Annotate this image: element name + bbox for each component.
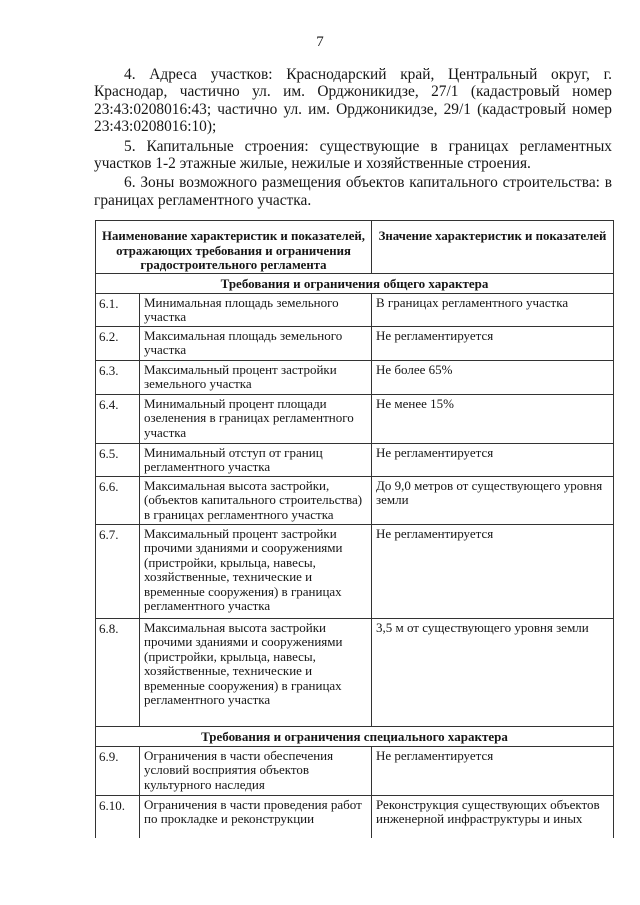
section-special: Требования и ограничения специального характера [96, 726, 614, 746]
section-general-row [96, 273, 614, 293]
section-special-row [96, 726, 614, 746]
row-number: 6.3. [96, 360, 140, 394]
row-name: Максимальный процент застройки прочими зданиями и сооружениями (пристройки, крыльца, навесы, хозяйственные, технические и временные сооружения) в границах регламентного участка [140, 524, 372, 618]
table-row [96, 443, 614, 476]
table-row [96, 524, 614, 618]
row-value: Не регламентируется [372, 443, 614, 476]
paragraph-zones: 6. Зоны возможного размещения объектов капитального строительства: в границах регламентного участка. [94, 174, 612, 209]
row-name: Максимальная высота застройки прочими зданиями и сооружениями (пристройки, крыльца, навесы, хозяйственные, технические и временные сооружения) в границах регламентного участка [140, 618, 372, 726]
table-row [96, 293, 614, 326]
header-value: Значение характеристик и показателей [372, 221, 614, 274]
row-name: Ограничения в части обеспечения условий восприятия объектов культурного наследия [140, 746, 372, 795]
row-value: Не регламентируется [372, 524, 614, 618]
table-row [96, 746, 614, 795]
row-name: Ограничения в части проведения работ по прокладке и реконструкции [140, 795, 372, 838]
intro-paragraphs [94, 66, 612, 209]
table-header-row [96, 221, 614, 274]
row-name: Минимальная площадь земельного участка [140, 293, 372, 326]
table-row [96, 326, 614, 360]
row-value: В границах регламентного участка [372, 293, 614, 326]
row-name: Максимальная высота застройки, (объектов капитального строительства) в границах регламентного участка [140, 476, 372, 524]
row-name: Максимальный процент застройки земельного участка [140, 360, 372, 394]
row-number: 6.9. [96, 746, 140, 795]
row-value: Реконструкция существующих объектов инженерной инфраструктуры и иных [372, 795, 614, 838]
row-number: 6.1. [96, 293, 140, 326]
row-name: Минимальный отступ от границ регламентного участка [140, 443, 372, 476]
row-number: 6.10. [96, 795, 140, 838]
row-name: Максимальная площадь земельного участка [140, 326, 372, 360]
table-row [96, 795, 614, 838]
row-value: Не регламентируется [372, 746, 614, 795]
table-row [96, 476, 614, 524]
paragraph-addresses: 4. Адреса участков: Краснодарский край, Центральный округ, г. Краснодар, частично ул. им. Орджоникидзе, 27/1 (кадастровый номер 23:43:0208016:43; частично ул. им. Орджоникидзе, 29/1 (кадастровый номер 23:43:0208016:10); [94, 66, 612, 136]
regulations-table [95, 220, 614, 838]
row-number: 6.5. [96, 443, 140, 476]
paragraph-buildings: 5. Капитальные строения: существующие в границах регламентных участков 1-2 этажные жилые, нежилые и хозяйственные строения. [94, 137, 612, 173]
table-row [96, 360, 614, 394]
row-number: 6.2. [96, 326, 140, 360]
row-value: До 9,0 метров от существующего уровня земли [372, 476, 614, 524]
table-row [96, 618, 614, 726]
row-number: 6.7. [96, 524, 140, 618]
row-value: Не менее 15% [372, 394, 614, 443]
header-name: Наименование характеристик и показателей, отражающих требования и ограничения градостроительного регламента [96, 221, 372, 274]
row-value: Не более 65% [372, 360, 614, 394]
row-value: Не регламентируется [372, 326, 614, 360]
row-number: 6.4. [96, 394, 140, 443]
regulations-table-wrapper [95, 220, 614, 838]
row-number: 6.8. [96, 618, 140, 726]
row-value: 3,5 м от существующего уровня земли [372, 618, 614, 726]
section-general: Требования и ограничения общего характера [96, 273, 614, 293]
page-number: 7 [316, 34, 324, 50]
row-number: 6.6. [96, 476, 140, 524]
table-row [96, 394, 614, 443]
row-name: Минимальный процент площади озеленения в границах регламентного участка [140, 394, 372, 443]
